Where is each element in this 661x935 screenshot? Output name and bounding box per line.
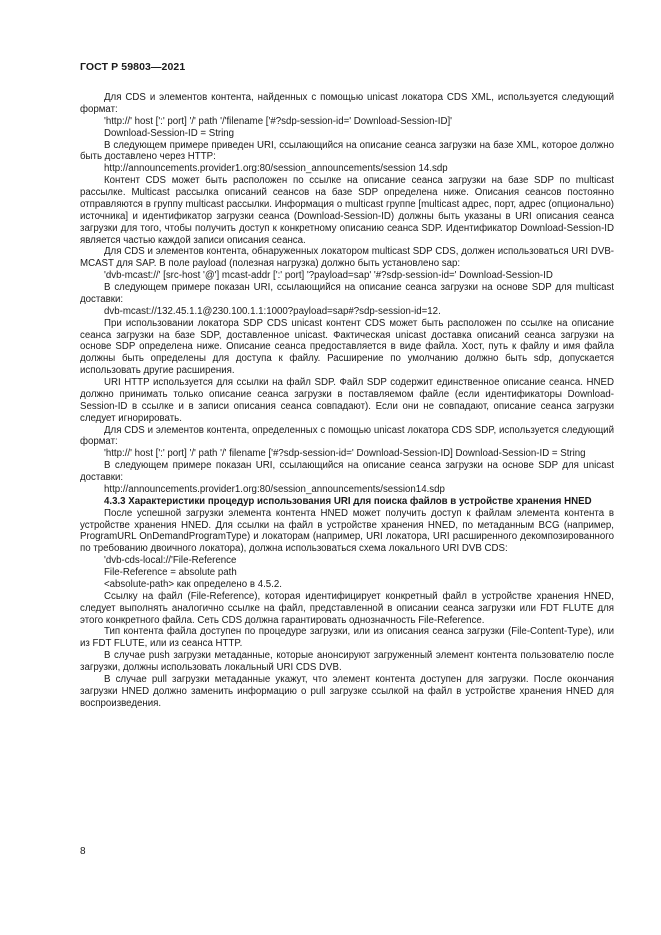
paragraph: В случае push загрузки метаданные, которые анонсируют загруженный элемент контента пользователю после загрузки, должны использовать локальный URI CDS DVB. (80, 650, 614, 673)
paragraph: В случае pull загрузки метаданные укажут, что элемент контента доступен для загрузки. После окончания загрузки HNED должно заменить информацию о pull загрузке ссылкой на файл в устройстве хранения HNED для воспроизведения. (80, 673, 614, 709)
paragraph: После успешной загрузки элемента контента HNED может получить доступ к файлам элемента контента в устройстве хранения HNED. Для ссылки на файл в устройстве хранения HNED, по метаданным BCG (например, ProgramURL OnDemandProgramType) и локаторам (например, URI локатора, URI расширенного декомпозированного по требованию двоичного локатора), должна использоваться схема локального URI DVB CDS: (80, 507, 614, 555)
document-body (80, 92, 614, 710)
code-line: 'dvb-cds-local://'File-Reference (104, 555, 237, 567)
code-line: http://announcements.provider1.org:80/session_announcements/session14.sdp (104, 483, 445, 495)
paragraph: В следующем примере показан URI, ссылающийся на описание сеанса загрузки на основе SDP для unicast доставки: (80, 460, 614, 483)
paragraph: Контент CDS может быть расположен по ссылке на описание сеанса загрузки на базе SDP по multicast рассылке. Multicast рассылка описаний сеансов на базе SDP определена ниже. Описания сеансов постоянно отправляются в группу multicast рассылки. Информация о multicast группе [multicast адрес, порт, адрес (опционально) источника] и идентификатор загрузки сеанса (Download-Session-ID) должны быть указаны в URI описания сеанса загрузки для того, чтобы получить доступ к конкретному описанию сеанса SDP. Идентификатор Download-Session-ID является частью каждой записи описания сеанса. (80, 175, 614, 246)
paragraph: В следующем примере приведен URI, ссылающийся на описание сеанса загрузки на базе XML, которое должно быть доставлено через HTTP: (80, 139, 614, 163)
code-line: Download-Session-ID = String (104, 127, 235, 139)
code-line: File-Reference = absolute path (104, 567, 237, 578)
code-line: 'http://' host [':' port] '/' path '/'filename ['#?sdp-session-id=' Download-Session-ID]' (104, 115, 453, 127)
code-line: dvb-mcast://132.45.1.1@230.100.1.1:1000?payload=sap#?sdp-session-id=12. (104, 305, 441, 317)
page-number: 8 (80, 846, 86, 857)
code-line: http://announcements.provider1.org:80/session_announcements/session 14.sdp (104, 163, 448, 175)
paragraph: В следующем примере показан URI, ссылающийся на описание сеанса загрузки на основе SDP для multicast доставки: (80, 282, 614, 305)
paragraph: Ссылку на файл (File-Reference), которая идентифицирует конкретный файл в устройстве хранения HNED, следует выполнять аналогично ссылке на файл, представленной в описании сеанса загрузки или FDT FLUTE для этого конкретного файла. Сеть CDS должна гарантировать однозначность File-Reference. (80, 590, 614, 626)
section-heading: 4.3.3 Характеристики процедур использования URI для поиска файлов в устройстве хранения HNED (104, 495, 592, 507)
paragraph: URI HTTP используется для ссылки на файл SDP. Файл SDP содержит единственное описание сеанса. HNED должно принимать только описание сеанса загрузки в поставляемом файле (если идентификаторы Download-Session-ID в ссылке и в записи описания сеанса совпадают). Если они не совпадают, описание сеанса загрузки следует игнорировать. (80, 377, 614, 424)
standard-header: ГОСТ Р 59803—2021 (80, 61, 186, 73)
code-line: 'http://' host [':' port] '/' path '/' filename ['#?sdp-session-id=' Download-Session-ID] Download-Session-ID = String (104, 448, 586, 460)
paragraph: Тип контента файла доступен по процедуре загрузки, или из описания сеанса загрузки (File-Content-Type), или из FDT FLUTE, или из сеанса HTTP. (80, 626, 614, 650)
code-line: 'dvb-mcast://' [src-host '@'] mcast-addr [':' port] '?payload=sap' '#?sdp-session-id=' Download-Session-ID (104, 270, 553, 282)
paragraph: Для CDS и элементов контента, определенных с помощью unicast локатора CDS SDP, используется следующий формат: (80, 424, 614, 448)
paragraph: Для CDS и элементов контента, обнаруженных локатором multicast SDP CDS, должен использоваться URI DVB-MCAST для SAP. В поле payload (полезная нагрузка) должно быть установлено sap: (80, 246, 614, 270)
code-line: <absolute-path> как определено в 4.5.2. (104, 578, 282, 590)
paragraph: При использовании локатора SDP CDS unicast контент CDS может быть расположен по ссылке на описание сеанса загрузки на базе SDP, доставленное unicast. Фактическая unicast доставка описаний сеанса загрузки на основе SDP определена ниже. Описание сеанса предоставляется в виде файла. Хост, путь к файлу и имя файла должны быть определены для доступа к файлу. Расширение по умолчанию должно быть sdp, допускается использовать другие расширения. (80, 317, 614, 377)
paragraph: Для CDS и элементов контента, найденных с помощью unicast локатора CDS XML, используется следующий формат: (80, 92, 614, 115)
